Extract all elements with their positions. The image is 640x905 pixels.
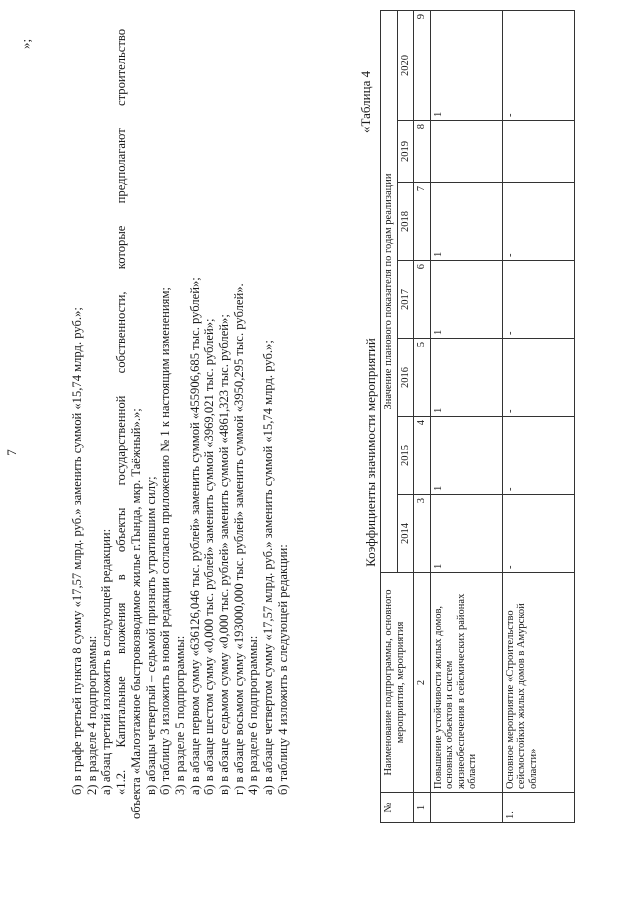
header-year: 2015 [397, 417, 414, 495]
row-value: - [502, 261, 574, 339]
row-value [502, 121, 574, 183]
text-line: объекта «Малоэтажное быстровозводимое жилье г.Тында, мкр. Таёжный».»; [128, 408, 143, 819]
index-row: 1 2 3 4 5 6 7 8 9 [414, 10, 431, 822]
row-value: 1 [430, 339, 502, 417]
table-row [430, 10, 502, 822]
text-line: б) в абзаце шестом сумму «0,000 тыс. рублей» заменить суммой «3969,021 тыс. рублей»; [202, 318, 217, 795]
header-year: 2016 [397, 339, 414, 417]
page-number: 7 [4, 449, 19, 456]
header-year: 2014 [397, 495, 414, 573]
row-value: 1 [430, 495, 502, 573]
text-line: б) таблицу 4 изложить в следующей редакции: [275, 544, 290, 795]
row-value: - [502, 183, 574, 261]
row-value: - [502, 495, 574, 573]
row-value: 1 [430, 183, 502, 261]
header-year: 2018 [397, 183, 414, 261]
text-line: в) абзацы четвертый – седьмой признать утратившим силу; [143, 476, 158, 795]
header-year: 2017 [397, 261, 414, 339]
row-name: Повышение устойчивости жилых домов, основных объектов и систем жизнеобеспечения в сейсмических районах области [430, 573, 502, 793]
text-line: 3) в разделе 5 подпрограммы: [172, 635, 187, 795]
text-line: а) в абзаце четвертом сумму «17,57 млрд. руб.» заменить суммой «15,74 млрд. руб.»; [261, 340, 276, 795]
table-caption-number: «Таблица 4 [358, 70, 373, 133]
row-value: 1 [430, 10, 502, 120]
header-year: 2019 [397, 121, 414, 183]
amendment-text [70, 29, 291, 819]
text-line: г) в абзаце восьмом сумму «193000,000 тыс. рублей» заменить суммой «3950,295 тыс. рублей». [231, 283, 246, 795]
text-line: а) абзац третий изложить в следующей редакции: [99, 528, 114, 795]
text-line: 4) в разделе 6 подпрограммы: [246, 635, 261, 795]
row-value: - [502, 417, 574, 495]
significance-table [380, 10, 575, 823]
table-title: Коэффициенты значимости мероприятий [363, 338, 378, 567]
row-name: Основное мероприятие «Строительство сейсмостойких жилых домов в Амурской области» [502, 573, 574, 793]
text-line: «1.2. Капитальные вложения в объекты государственной собственности, которые предполагают строительство [114, 29, 129, 795]
header-num: № [381, 793, 414, 823]
header-group: Значение планового показателя по годам реализации [381, 10, 398, 572]
row-value [430, 121, 502, 183]
row-num [430, 793, 502, 823]
row-num: 1. [502, 793, 574, 823]
table-row [502, 10, 574, 822]
header-name: Наименование подпрограммы, основного мероприятия, мероприятия [381, 573, 414, 793]
text-line: а) в абзаце первом сумму «636126,046 тыс. рублей» заменить суммой «455906,685 тыс. рублей»; [187, 277, 202, 795]
text-line: в) в абзаце седьмом сумму «0,000 тыс. рублей» заменить суммой «4861,323 тыс. рублей»; [217, 314, 232, 795]
row-value: - [502, 339, 574, 417]
row-value: 1 [430, 261, 502, 339]
text-line: б) в графе третьей пункта 8 сумму «17,57 млрд. руб.» заменить суммой «15,74 млрд. руб.»; [70, 307, 84, 795]
row-value: - [502, 10, 574, 120]
row-value: 1 [430, 417, 502, 495]
previous-text-fragment: »; [18, 38, 33, 49]
text-line: б) таблицу 3 изложить в новой редакции согласно приложению № 1 к настоящим изменениям; [158, 287, 173, 795]
text-line: 2) в разделе 4 подпрограммы: [84, 635, 99, 795]
header-year: 2020 [397, 10, 414, 120]
